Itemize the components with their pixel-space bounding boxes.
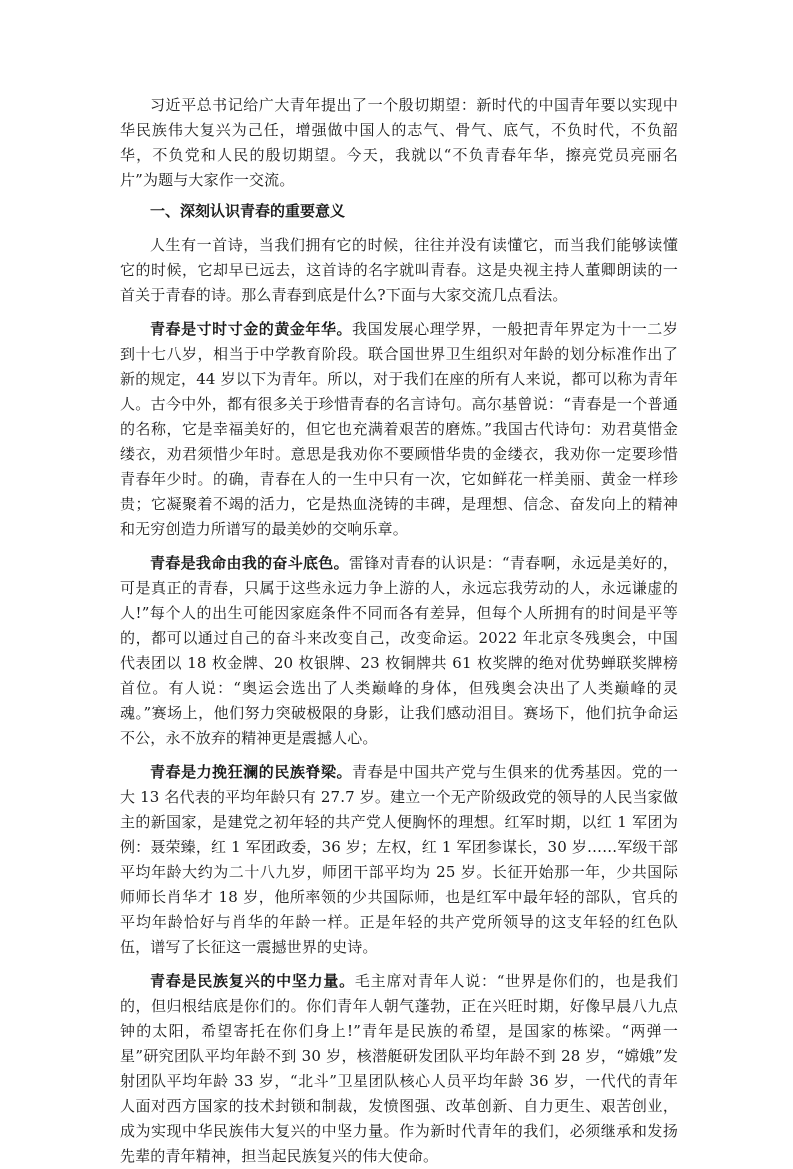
point-paragraph-struggle bbox=[120, 551, 678, 751]
point-lead: 青春是寸时寸金的黄金年华。 bbox=[150, 320, 353, 338]
point-paragraph-golden-years bbox=[120, 317, 678, 542]
point-body: 毛主席对青年人说：“世界是你们的，也是我们的，但归根结底是你们的。你们青年人朝气蓬勃，正在兴旺时期，好像早晨八九点钟的太阳，希望寄托在你们身上!”青年是民族的希望，是国家的栋梁。“两弹一星”研究团队平均年龄不到 30 岁，核潜艇研发团队平均年龄不到 28 岁，“嫦娥”发射团队平均年龄 33 岁，“北斗”卫星团队核心人员平均年龄 36 岁，一代代的青年人面对西方国家的技术封锁和制裁，发愤图强、改革创新、自力更生、艰苦创业，成为实现中华民族伟大复兴的中坚力量。作为新时代青年的我们，必须继承和发扬先辈的青年精神，担当起民族复兴的伟大使命。 bbox=[120, 972, 678, 1165]
intro-paragraph: 习近平总书记给广大青年提出了一个殷切期望：新时代的中国青年要以实现中华民族伟大复兴为己任，增强做中国人的志气、骨气、底气，不负时代，不负韶华，不负党和人民的殷切期望。今天，我就以“不负青春年华，擦亮党员亮丽名片”为题与大家作一交流。 bbox=[120, 96, 678, 189]
point-lead: 青春是民族复兴的中坚力量。 bbox=[150, 972, 355, 990]
point-lead: 青春是力挽狂澜的民族脊梁。 bbox=[150, 763, 353, 781]
point-lead: 青春是我命由我的奋斗底色。 bbox=[150, 554, 349, 572]
point-body: 雷锋对青春的认识是：“青春啊，永远是美好的，可是真正的青春，只属于这些永远力争上游的人，永远忘我劳动的人，永远谦虚的人!”每个人的出生可能因家庭条件不同而各有差异，但每个人所拥有的时间是平等的，都可以通过自己的奋斗来改变自己，改变命运。2022 年北京冬残奥会，中国代表团以 18 枚金牌、20 枚银牌、23 枚铜牌共 61 枚奖牌的绝对优势蝉联奖牌榜首位。有人说：“奥运会选出了人类巅峰的身体，但残奥会决出了人类巅峰的灵魂。”赛场上，他们努力突破极限的身影，让我们感动泪目。赛场下，他们抗争命运不公，永不放弃的精神更是震撼人心。 bbox=[120, 554, 678, 747]
point-paragraph-backbone bbox=[120, 760, 678, 960]
point-paragraph-rejuvenation bbox=[120, 969, 678, 1169]
section-heading: 一、深刻认识青春的重要意义 bbox=[150, 202, 346, 220]
point-body: 我国发展心理学界，一般把青年界定为十一二岁到十七八岁，相当于中学教育阶段。联合国世界卫生组织对年龄的划分标准作出了新的规定，44 岁以下为青年。所以，对于我们在座的所有人来说，都可以称为青年人。古今中外，都有很多关于珍惜青春的名言诗句。高尔基曾说：“青春是一个普通的名称，它是幸福美好的，但它也充满着艰苦的磨炼。”我国古代诗句：劝君莫惜金缕衣，劝君须惜少年时。意思是我劝你不要顾惜华贵的金缕衣，我劝你一定要珍惜青春年少时。的确，青春在人的一生中只有一次，它如鲜花一样美丽、黄金一样珍贵；它凝聚着不竭的活力，它是热血浇铸的丰碑，是理想、信念、奋发向上的精神和无穷创造力所谱写的最美妙的交响乐章。 bbox=[120, 320, 678, 538]
section-intro-paragraph: 人生有一首诗，当我们拥有它的时候，往往并没有读懂它，而当我们能够读懂它的时候，它却早已远去，这首诗的名字就叫青春。这是央视主持人董卿朗读的一首关于青春的诗。那么青春到底是什么?下面与大家交流几点看法。 bbox=[120, 236, 678, 304]
document-page bbox=[120, 93, 678, 1169]
point-body: 青春是中国共产党与生俱来的优秀基因。党的一大 13 名代表的平均年龄只有 27.7 岁。建立一个无产阶级政党的领导的人民当家做主的新国家，是建党之初年轻的共产党人便胸怀的理想。红军时期，以红 1 军团为例：聂荣臻，红 1 军团政委，36 岁；左权，红 1 军团参谋长，30 岁……军级干部平均年龄大约为二十八九岁，师团干部平均为 25 岁。长征开始那一年，少共国际师师长肖华才 18 岁，他所率领的少共国际师，也是红军中最年轻的部队，官兵的平均年龄恰好与肖华的年龄一样。正是年轻的共产党所领导的这支年轻的红色队伍，谱写了长征这一震撼世界的史诗。 bbox=[120, 763, 678, 956]
